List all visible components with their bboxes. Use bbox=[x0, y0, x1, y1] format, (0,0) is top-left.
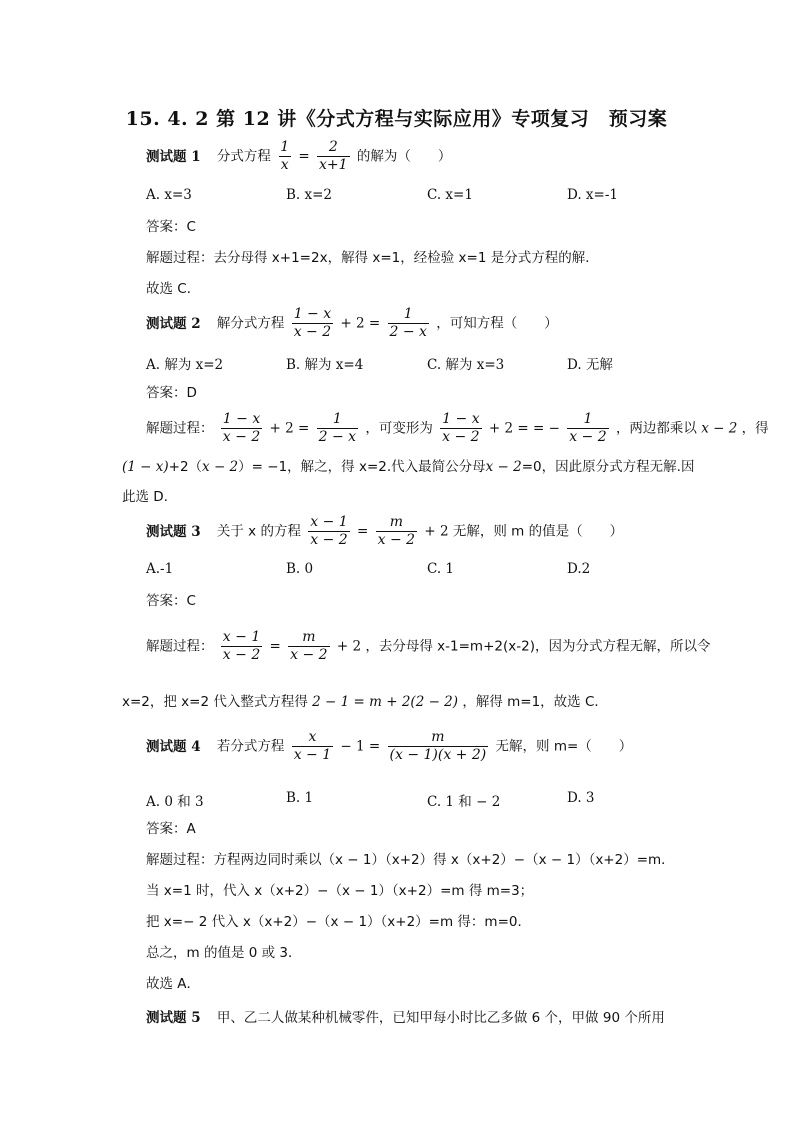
question-3-answer: 答案：C bbox=[146, 593, 196, 609]
question-4-answer: 答案：A bbox=[146, 821, 196, 837]
question-2-solution-line-2: (1 − x)+2（x − 2）= −1，解之，得 x=2.代入最简公分母x − 2=0，因此原分式方程无解.因 bbox=[122, 459, 695, 475]
question-2-answer: 答案：D bbox=[146, 385, 197, 401]
option-d: D.2 bbox=[567, 561, 591, 577]
question-4-conclusion: 故选 A． bbox=[146, 976, 201, 992]
option-a: A. 解为 x=2 bbox=[146, 357, 224, 373]
question-1-solution: 解题过程：去分母得 x+1=2x，解得 x=1，经检验 x=1 是分式方程的解． bbox=[146, 250, 599, 266]
question-3-stem: 测试题 3 关于 x 的方程 $\frac{x - 1}{x - 2}$ = $\frac{m}{x - 2}$ + 2 无解，则 m 的值是（ ） bbox=[146, 514, 624, 548]
page-title: 15. 4. 2 第 12 讲《分式方程与实际应用》专项复习 预习案 bbox=[125, 108, 668, 130]
option-c: C. 1 和 − 2 bbox=[427, 794, 501, 810]
option-b: B. 解为 x=4 bbox=[286, 357, 364, 373]
question-5-label: 测试题 5 bbox=[146, 1010, 201, 1026]
question-1-stem: 测试题 1 分式方程 $\frac{1}{x}$ = $\frac{2}{x+1}$ 的解为（ ） bbox=[146, 139, 452, 173]
question-3-solution-line-1: 解题过程： $\frac{x - 1}{x - 2}$ = $\frac{m}{x - 2}$ + 2 ，去分母得 x-1=m+2(x-2)，因为分式方程无解，所以令 bbox=[146, 629, 711, 663]
question-4-solution-line-1: 解题过程：方程两边同时乘以（x − 1）（x+2）得 x（x+2）−（x − 1）（x+2）=m． bbox=[146, 852, 675, 868]
option-a: A. 0 和 3 bbox=[146, 794, 204, 810]
option-a: A.-1 bbox=[146, 561, 174, 577]
option-b: B. 0 bbox=[286, 561, 314, 577]
question-3-label: 测试题 3 bbox=[146, 523, 201, 540]
option-c: C. 1 bbox=[427, 561, 455, 577]
question-1-label: 测试题 1 bbox=[146, 148, 201, 165]
question-4-solution-line-3: 把 x=− 2 代入 x（x+2）−（x − 1）（x+2）=m 得：m=0． bbox=[146, 914, 531, 930]
question-3-solution-line-2: x=2，把 x=2 代入整式方程得 2 − 1 = m + 2(2 − 2) ，解得 m=1，故选 C． bbox=[122, 694, 608, 710]
fraction: $\frac{2}{x+1}$ bbox=[319, 139, 348, 173]
question-2-label: 测试题 2 bbox=[146, 315, 201, 332]
option-a: A. x=3 bbox=[146, 187, 192, 203]
question-1-answer: 答案：C bbox=[146, 219, 196, 235]
option-d: D. x=-1 bbox=[567, 187, 619, 203]
option-b: B. x=2 bbox=[286, 187, 333, 203]
fraction: $\frac{1}{x}$ bbox=[280, 139, 290, 173]
question-4-label: 测试题 4 bbox=[146, 738, 201, 755]
option-b: B. 1 bbox=[286, 790, 314, 806]
option-d: D. 无解 bbox=[567, 357, 613, 373]
question-1-conclusion: 故选 C． bbox=[146, 281, 201, 297]
question-4-stem: 测试题 4 若分式方程 $\frac{x}{x - 1}$ − 1 = $\frac{m}{(x - 1)(x + 2)}$ 无解，则 m=（ ） bbox=[146, 729, 633, 763]
option-c: C. x=1 bbox=[427, 187, 473, 203]
question-5-stem: 测试题 5 甲、乙二人做某种机械零件，已知甲每小时比乙多做 6 个，甲做 90 个所用 bbox=[146, 1010, 665, 1026]
question-2-solution-line-1: 解题过程： $\frac{1 - x}{x - 2}$ + 2 = $\frac{1}{2 - x}$ ，可变形为 $\frac{1 - x}{x - 2}$ + 2 = = − $\frac{1}{x - 2}$ ，两边都乘以 x − 2 ，得 bbox=[146, 411, 769, 445]
option-d: D. 3 bbox=[567, 790, 595, 806]
question-4-solution-line-2: 当 x=1 时，代入 x（x+2）−（x − 1）（x+2）=m 得 m=3； bbox=[146, 883, 534, 899]
question-2-stem: 测试题 2 解分式方程 $\frac{1 - x}{x - 2}$ + 2 = $\frac{1}{2 - x}$ ，可知方程（ ） bbox=[146, 306, 558, 340]
question-2-solution-line-3: 此选 D. bbox=[122, 489, 168, 505]
option-c: C. 解为 x=3 bbox=[427, 357, 505, 373]
question-4-solution-line-4: 总之，m 的值是 0 或 3． bbox=[146, 945, 302, 961]
